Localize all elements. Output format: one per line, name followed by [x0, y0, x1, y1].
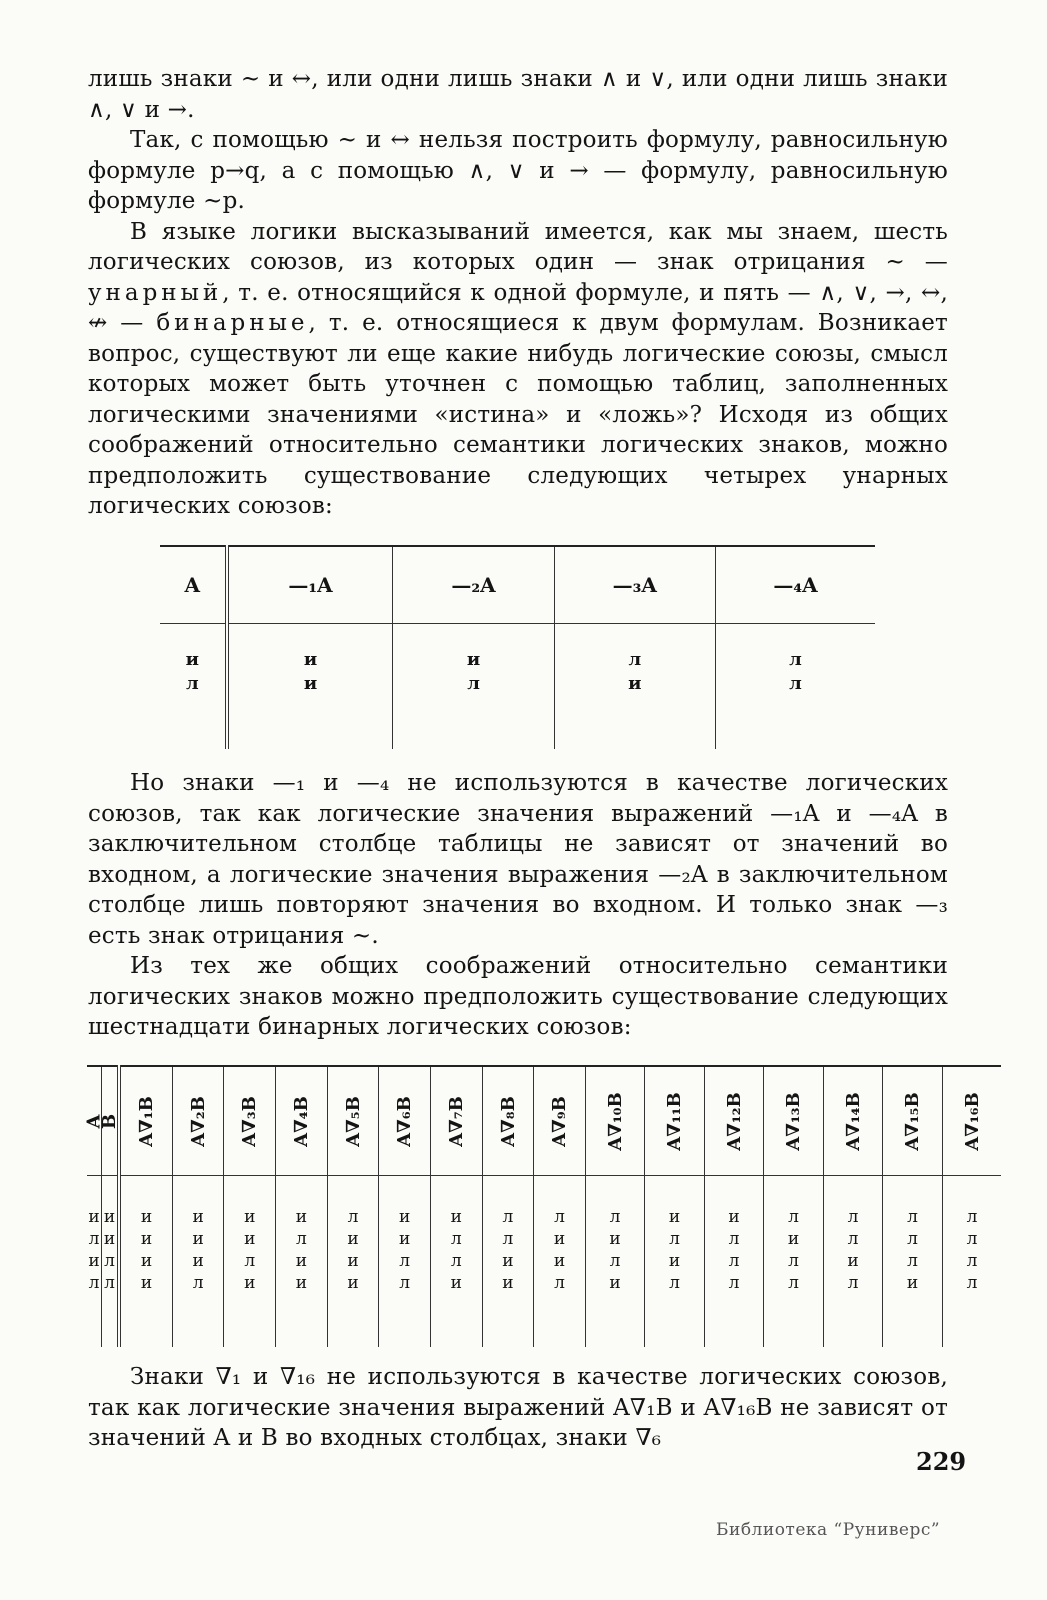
binary-header-label: A∇₇B	[445, 1095, 467, 1147]
binary-table-wrapper	[83, 1065, 983, 1347]
unary-cell: и	[628, 673, 642, 694]
binary-cell: и	[140, 1207, 153, 1227]
binary-cell: л	[347, 1207, 359, 1227]
binary-cell: л	[788, 1207, 799, 1227]
binary-header-label: A∇₁₂B	[723, 1091, 745, 1151]
binary-cell: и	[553, 1251, 566, 1271]
binary-cell: и	[450, 1207, 462, 1227]
unary-cell: л	[467, 673, 480, 694]
binary-cell: и	[398, 1207, 411, 1227]
unary-connectives-table	[160, 545, 875, 749]
binary-cell: л	[609, 1251, 621, 1271]
binary-cell: л	[907, 1207, 918, 1227]
binary-cell: л	[669, 1229, 680, 1249]
binary-col-6	[327, 1176, 379, 1348]
binary-header-11	[585, 1066, 645, 1176]
binary-cell: и	[668, 1207, 681, 1227]
binary-header-7	[379, 1066, 431, 1176]
binary-cell: и	[295, 1207, 308, 1227]
binary-connectives-table	[83, 1065, 1001, 1347]
binary-cell: и	[398, 1229, 411, 1249]
binary-cell: и	[847, 1251, 859, 1271]
binary-cell: л	[847, 1229, 859, 1249]
binary-cell: и	[103, 1229, 116, 1249]
page-text-middle	[88, 768, 948, 1043]
unary-header-4: —₄A	[715, 546, 875, 624]
binary-col-10	[534, 1176, 586, 1348]
unary-table-wrapper	[160, 545, 875, 749]
binary-cell: и	[787, 1229, 800, 1249]
binary-header-label: A∇₁₃B	[783, 1091, 805, 1151]
binary-cell: л	[669, 1273, 680, 1293]
binary-cell: и	[88, 1207, 100, 1227]
binary-header-label: A∇₁₁B	[664, 1091, 686, 1151]
binary-col-4	[224, 1176, 276, 1348]
binary-cell: и	[553, 1229, 566, 1249]
binary-cell: и	[502, 1251, 514, 1271]
paragraph-1: лишь знаки ~ и ↔, или одни лишь знаки ∧ и ∨, или одни лишь знаки ∧, ∨ и →.	[88, 66, 948, 123]
binary-header-label: A∇₃B	[239, 1095, 261, 1147]
binary-cell: и	[88, 1251, 100, 1271]
unary-header-2: —₂A	[393, 546, 554, 624]
binary-header-4	[224, 1066, 276, 1176]
binary-col-0	[87, 1176, 101, 1348]
binary-cell: л	[966, 1207, 978, 1227]
binary-cell: л	[847, 1273, 859, 1293]
binary-header-label: A	[83, 1114, 105, 1128]
binary-cell: и	[502, 1273, 514, 1293]
binary-cell: и	[140, 1273, 153, 1293]
binary-cell: л	[192, 1273, 204, 1293]
binary-cell: и	[609, 1229, 621, 1249]
paragraph-4: Но знаки —₁ и —₄ не используются в качестве логических союзов, так как логические значения выражений —₁A и —₄A в заключительном столбце таблицы не зависят от значений во входном, а логические значения выражения —₂A в заключительном столбце лишь повторяют значения во входном. И только знак —₃ есть знак отрицания ~.	[88, 770, 948, 949]
paragraph-3-part-a: В языке логики высказываний имеется, как мы знаем, шесть логических союзов, из которых один — знак отрицания ~ —	[88, 218, 948, 275]
binary-header-2	[119, 1066, 172, 1176]
unary-col-a	[160, 624, 227, 750]
binary-cell: л	[966, 1229, 978, 1249]
binary-cell: л	[104, 1251, 115, 1271]
unary-col-4	[715, 624, 875, 750]
binary-col-3	[172, 1176, 224, 1348]
binary-cell: л	[609, 1207, 621, 1227]
binary-cell: л	[728, 1229, 740, 1249]
binary-header-label: A∇₅B	[342, 1095, 364, 1147]
paragraph-5: Из тех же общих соображений относительно семантики логических знаков можно предположить существование следующих шестнадцати бинарных логических союзов:	[88, 953, 948, 1040]
binary-cell: и	[347, 1229, 359, 1249]
term-unary: унарный	[88, 279, 223, 306]
binary-cell: и	[728, 1207, 740, 1227]
paragraph-2: Так, с помощью ~ и ↔ нельзя построить формулу, равносильную формуле p→q, а с помощью ∧, ∨ и → — формулу, равносильную формуле ~p.	[88, 127, 948, 214]
binary-cell: и	[450, 1273, 462, 1293]
page-text-bottom	[88, 1362, 948, 1454]
binary-col-13	[704, 1176, 764, 1348]
binary-header-16	[883, 1066, 943, 1176]
binary-cell: и	[244, 1273, 256, 1293]
binary-cell: и	[668, 1251, 681, 1271]
binary-cell: л	[788, 1251, 799, 1271]
binary-cell: и	[906, 1273, 919, 1293]
binary-col-9	[482, 1176, 534, 1348]
binary-cell: л	[847, 1207, 859, 1227]
term-binary: бинарные	[156, 310, 309, 336]
binary-col-17	[942, 1176, 1001, 1348]
binary-header-13	[704, 1066, 764, 1176]
binary-cell: и	[140, 1251, 153, 1271]
binary-header-15	[823, 1066, 883, 1176]
page-number: 229	[916, 1447, 967, 1476]
binary-cell: и	[103, 1207, 116, 1227]
binary-header-row	[87, 1066, 1001, 1176]
binary-header-label: A∇₈B	[497, 1095, 519, 1147]
binary-cell: л	[966, 1273, 978, 1293]
binary-cell: л	[502, 1207, 514, 1227]
unary-cell: и	[466, 649, 481, 670]
binary-cell: л	[450, 1251, 462, 1271]
binary-header-17	[942, 1066, 1001, 1176]
binary-header-label: A∇₆B	[394, 1095, 416, 1147]
binary-cell: и	[609, 1273, 621, 1293]
binary-cell: л	[399, 1251, 411, 1271]
paragraph-3-part-b: , т. е. относящийся к одной формуле, и пять — ∧, ∨, →, ↔, ↮ —	[88, 279, 948, 336]
binary-cell: л	[399, 1273, 411, 1293]
binary-cell: и	[244, 1229, 256, 1249]
unary-header-3: —₃A	[554, 546, 715, 624]
binary-cell: и	[295, 1251, 308, 1271]
binary-cell: л	[88, 1273, 100, 1293]
page-text-top	[88, 64, 948, 522]
paragraph-6: Знаки ∇₁ и ∇₁₆ не используются в качестве логических союзов, так как логические значения выражений A∇₁B и A∇₁₆B не зависят от значений A и B во входных столбцах, знаки ∇₆	[88, 1364, 948, 1451]
binary-col-11	[585, 1176, 645, 1348]
binary-col-1	[101, 1176, 119, 1348]
binary-header-10	[534, 1066, 586, 1176]
binary-values-row	[87, 1176, 1001, 1348]
binary-col-15	[823, 1176, 883, 1348]
binary-cell: л	[88, 1229, 100, 1249]
binary-cell: и	[140, 1229, 153, 1249]
binary-cell: л	[907, 1251, 918, 1271]
binary-cell: л	[966, 1251, 978, 1271]
binary-cell: и	[347, 1251, 359, 1271]
binary-col-16	[883, 1176, 943, 1348]
binary-header-label: A∇₉B	[549, 1095, 570, 1147]
unary-cell: и	[303, 673, 318, 694]
binary-cell: л	[450, 1229, 462, 1249]
binary-cell: л	[728, 1251, 740, 1271]
unary-cell: л	[789, 673, 802, 694]
binary-header-label: A∇₂B	[187, 1095, 209, 1147]
binary-header-5	[276, 1066, 328, 1176]
binary-cell: и	[347, 1273, 359, 1293]
binary-header-12	[645, 1066, 705, 1176]
library-watermark: Библиотека “Руниверс”	[716, 1520, 941, 1540]
binary-header-8	[430, 1066, 482, 1176]
unary-col-1	[227, 624, 393, 750]
paragraph-3-part-c: , т. е. относящиеся к двум формулам. Возникает вопрос, существуют ли еще какие нибудь логические союзы, смысл которых может быть уточнен с помощью таблиц, заполненных логическими значениями «истина» и «ложь»? Исходя из общих соображений относительно семантики логических знаков, можно предположить существование следующих четырех унарных логических союзов:	[88, 310, 948, 519]
binary-header-9	[482, 1066, 534, 1176]
binary-header-label: A∇₁₅B	[902, 1091, 924, 1151]
binary-cell: и	[244, 1207, 256, 1227]
unary-cell: л	[185, 673, 199, 694]
binary-header-14	[764, 1066, 824, 1176]
binary-header-label: A∇₁B	[136, 1095, 157, 1147]
binary-cell: и	[192, 1229, 204, 1249]
unary-col-2	[393, 624, 554, 750]
binary-col-8	[430, 1176, 482, 1348]
binary-cell: л	[788, 1273, 799, 1293]
unary-header-a: A	[160, 546, 227, 624]
unary-cell: и	[185, 649, 199, 670]
binary-cell: л	[295, 1229, 307, 1249]
binary-header-label: A∇₁₄B	[842, 1091, 864, 1151]
binary-header-label: B	[99, 1113, 121, 1129]
paragraph-3	[88, 217, 948, 522]
unary-cell: и	[303, 649, 318, 670]
binary-cell: и	[192, 1207, 204, 1227]
binary-col-2	[119, 1176, 172, 1348]
binary-cell: л	[554, 1207, 565, 1227]
binary-cell: л	[502, 1229, 514, 1249]
binary-header-1	[101, 1066, 119, 1176]
binary-header-label: A∇₄B	[290, 1095, 312, 1147]
unary-cell: л	[789, 649, 802, 670]
binary-header-label: A∇₁₆B	[961, 1091, 983, 1151]
binary-cell: л	[728, 1273, 740, 1293]
binary-header-6	[327, 1066, 379, 1176]
binary-cell: и	[295, 1273, 308, 1293]
unary-cell: л	[628, 649, 642, 670]
binary-col-12	[645, 1176, 705, 1348]
binary-header-label: A∇₁₀B	[604, 1091, 626, 1151]
binary-cell: и	[192, 1251, 204, 1271]
binary-cell: л	[244, 1251, 256, 1271]
binary-col-7	[379, 1176, 431, 1348]
binary-col-5	[276, 1176, 328, 1348]
binary-cell: л	[104, 1273, 115, 1293]
binary-col-14	[764, 1176, 824, 1348]
unary-col-3	[554, 624, 715, 750]
binary-cell: л	[554, 1273, 565, 1293]
binary-cell: л	[907, 1229, 918, 1249]
binary-header-3	[172, 1066, 224, 1176]
unary-header-1: —₁A	[227, 546, 393, 624]
